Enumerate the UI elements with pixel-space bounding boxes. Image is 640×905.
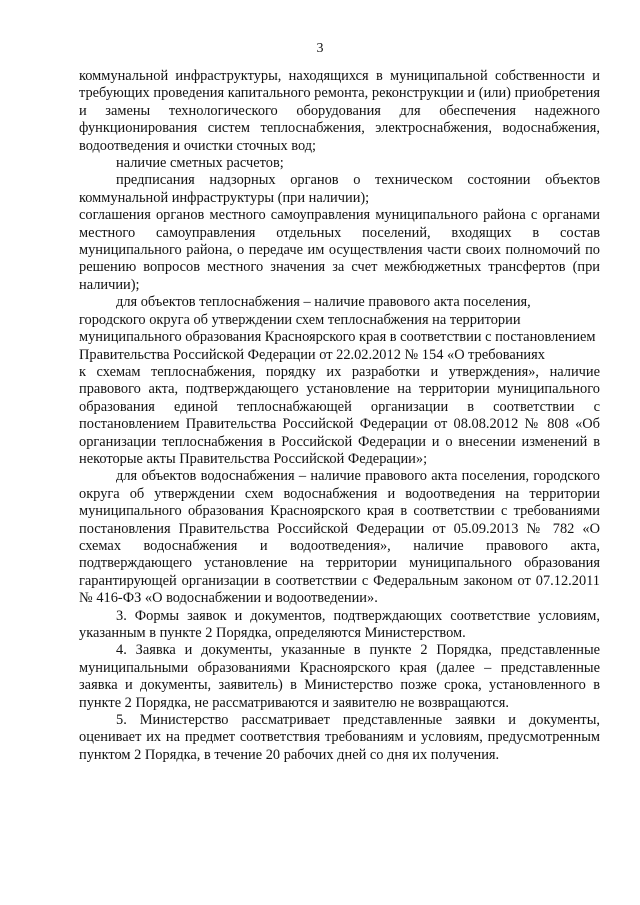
paragraph-item-3: 3. Формы заявок и документов, подтверждающих соответствие условиям, указанным в пункте 2 Порядка, определяются Министерством.	[79, 607, 600, 641]
paragraph-heat-supply-start: для объектов теплоснабжения – наличие правового акта поселения, городского округа об утверждении схем теплоснабжения на территории муниципального образования Красноярского края в соответствии с постановлением Правительства Российской Федерации от 22.02.2012 № 154 «О требованиях	[79, 294, 596, 363]
paragraph-estimates: наличие сметных расчетов;	[116, 155, 284, 172]
paragraph-infrastructure-list: коммунальной инфраструктуры, находящихся в муниципальной собственности и требующих проведения капитального ремонта, реконструкции и (или) приобретения и замены технологического оборудования для обеспечения надежного функционирования систем теплоснабжения, электроснабжения, водоснабжения, водоотведения и очистки сточных вод;	[79, 68, 600, 154]
page-number: 3	[316, 41, 324, 56]
paragraph-agreements: соглашения органов местного самоуправления муниципального района с органами местного самоуправления отдельных поселений, входящих в состав муниципального района, о передаче им осуществления части своих полномочий по решению вопросов местного значения за счет межбюджетных трансфертов (при наличии);	[79, 207, 600, 293]
paragraph-water-supply: для объектов водоснабжения – наличие правового акта поселения, городского округа об утверждении схем водоснабжения и водоотведения на территории муниципального образования Красноярского края в соответствии с требованиями постановления Правительства Российской Федерации от 05.09.2013 № 782 «О схемах водоснабжения и водоотведения», наличие правового акта, подтверждающего установление на территории муниципального образования гарантирующей организации в соответствии с Федеральным законом от 07.12.2011 № 416-ФЗ «О водоснабжении и водоотведении».	[79, 468, 600, 607]
paragraph-supervisory-orders: предписания надзорных органов о техническом состоянии объектов коммунальной инфраструктуры (при наличии);	[79, 172, 600, 206]
paragraph-item-4: 4. Заявка и документы, указанные в пункте 2 Порядка, представленные муниципальными образованиями Красноярского края (далее – представленные заявка и документы, заявитель) в Министерство позже срока, установленного в пункте 2 Порядка, не рассматриваются и заявителю не возвращаются.	[79, 642, 600, 711]
document-body	[79, 68, 600, 764]
paragraph-heat-supply-cont: к схемам теплоснабжения, порядку их разработки и утверждения», наличие правового акта, подтверждающего установление на территории муниципального образования единой теплоснабжающей организации в соответствии с постановлением Правительства Российской Федерации от 08.08.2012 № 808 «Об организации теплоснабжения в Российской Федерации и о внесении изменений в некоторые акты Правительства Российской Федерации»;	[79, 363, 600, 467]
paragraph-item-5: 5. Министерство рассматривает представленные заявки и документы, оценивает их на предмет соответствия требованиям и условиям, предусмотренным пунктом 2 Порядка, в течение 20 рабочих дней со дня их получения.	[79, 712, 600, 763]
